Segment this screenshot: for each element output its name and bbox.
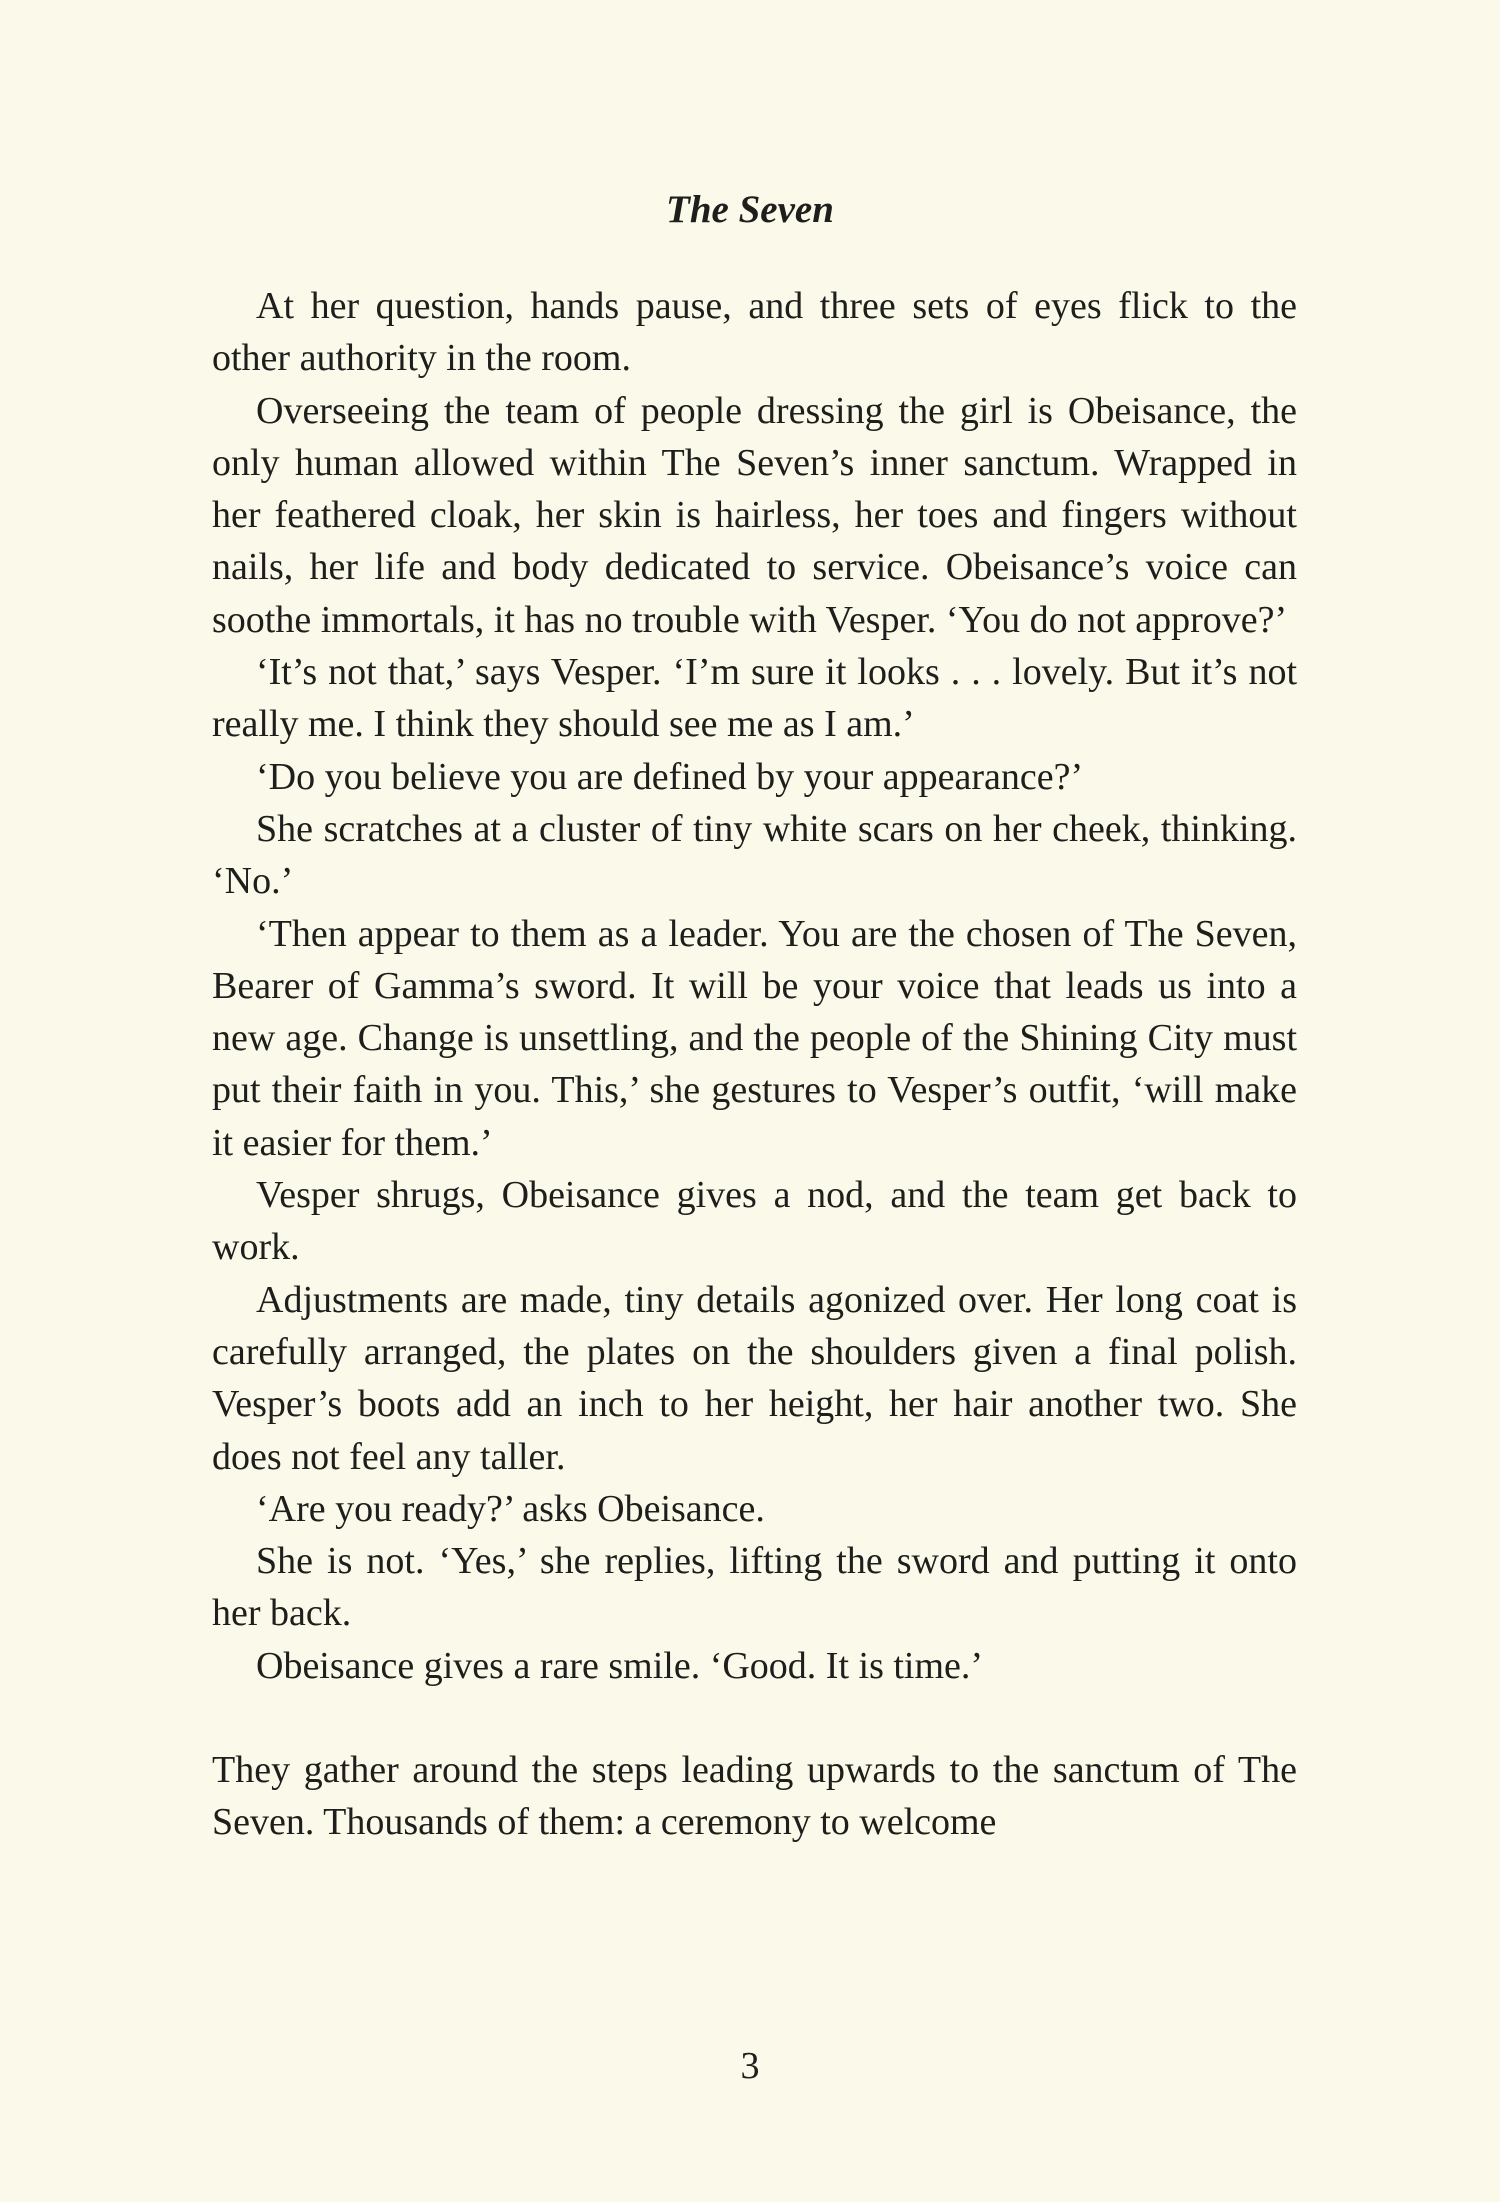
paragraph: ‘It’s not that,’ says Vesper. ‘I’m sure it looks . . . lovely. But it’s not really me. I think they should see me as I am.’ [212,651,1297,746]
body-text [212,280,1297,1849]
paragraph: Vesper shrugs, Obeisance gives a nod, and the team get back to work. [212,1174,1297,1269]
section-break [212,1692,1297,1744]
paragraph: At her question, hands pause, and three sets of eyes flick to the other authority in the room. [212,285,1297,380]
paragraph: ‘Do you believe you are defined by your appearance?’ [256,755,1084,798]
paragraph: Overseeing the team of people dressing the girl is Obeisance, the only human allowed within The Seven’s inner sanctum. Wrapped in her feathered cloak, her skin is hairless, her toes and fingers without nails, her life and body dedicated to service. Obeisance’s voice can soothe immortals, it has no trouble with Vesper. ‘You do not approve?’ [212,389,1297,641]
page-number: 3 [740,2045,760,2087]
section-opening-paragraph: They gather around the steps leading upwards to the sanctum of The Seven. Thousands of them: a ceremony to welcome [212,1749,1297,1844]
paragraph: Obeisance gives a rare smile. ‘Good. It is time.’ [256,1644,984,1687]
paragraph: ‘Are you ready?’ asks Obeisance. [256,1487,765,1530]
paragraph: ‘Then appear to them as a leader. You are the chosen of The Seven, Bearer of Gamma’s sword. It will be your voice that leads us into a new age. Change is unsettling, and the people of the Shining City must put their faith in you. This,’ she gestures to Vesper’s outfit, ‘will make it easier for them.’ [212,912,1297,1164]
paragraph: She scratches at a cluster of tiny white scars on her cheek, thinking. ‘No.’ [212,807,1297,903]
paragraph: Adjustments are made, tiny details agonized over. Her long coat is carefully arranged, the plates on the shoulders given a final polish. Vesper’s boots add an inch to her height, her hair another two. She does not feel any taller. [212,1278,1297,1478]
paragraph: She is not. ‘Yes,’ she replies, lifting the sword and putting it onto her back. [212,1540,1297,1635]
running-head-title: The Seven [666,188,834,231]
